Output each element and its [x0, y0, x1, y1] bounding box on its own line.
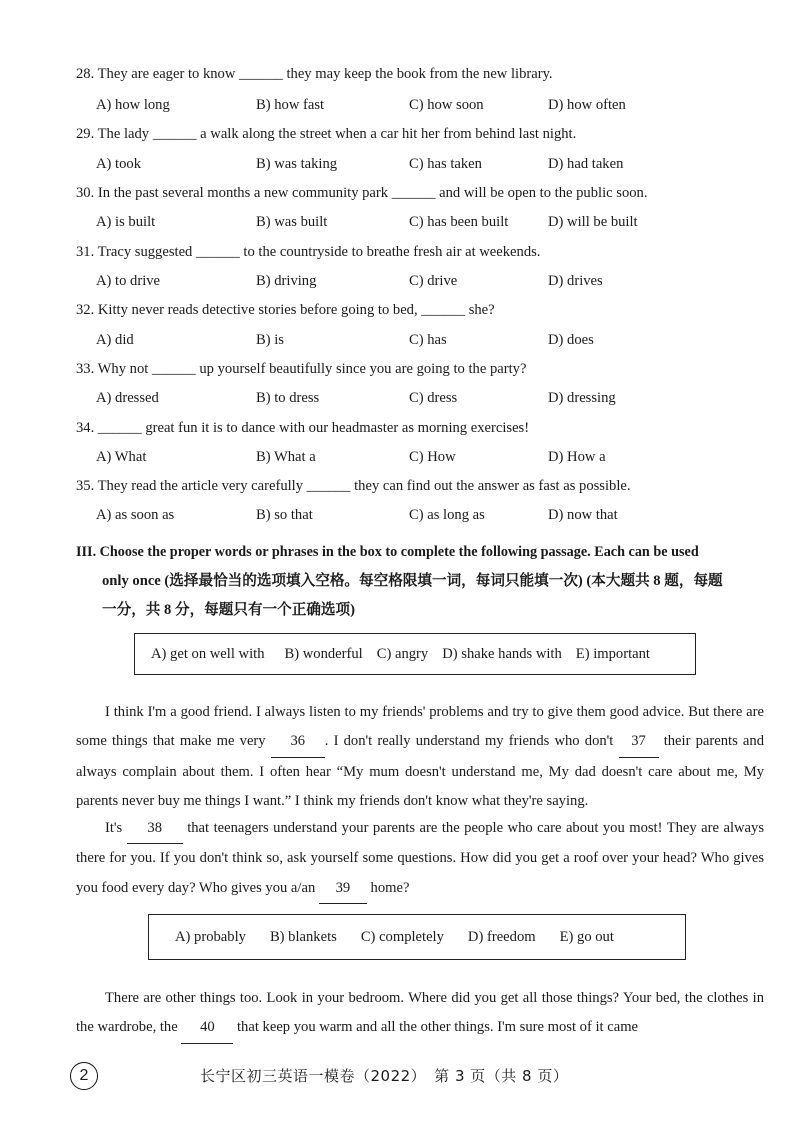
option-d: D) will be built [548, 214, 638, 230]
option-d: D) had taken [548, 156, 624, 172]
blank-40: 40 [181, 1013, 233, 1043]
option-d: D) drives [548, 273, 603, 289]
question-options [96, 449, 756, 469]
paragraph-text: . I don't really understand my friends who don't [324, 733, 619, 750]
option-b: B) so that [256, 507, 313, 523]
blank-37: 37 [619, 727, 659, 757]
option-a: A) is built [96, 214, 156, 230]
question-stem: 34. ______ great fun it is to dance with our headmaster as morning exercises! [76, 420, 530, 436]
option-d: D) now that [548, 507, 618, 523]
blank-36: 36 [271, 727, 325, 757]
option-a: A) to drive [96, 273, 161, 289]
question-options [96, 507, 756, 527]
option-c: C) has been built [409, 214, 509, 230]
question-stem: 30. In the past several months a new community park ______ and will be open to the public soon. [76, 185, 648, 201]
box2-option-c: C) completely [360, 928, 444, 945]
option-b: B) is [256, 332, 284, 348]
question-stem: 33. Why not ______ up yourself beautifully since you are going to the party? [76, 361, 527, 377]
option-a: A) how long [96, 97, 170, 113]
question-stem: 29. The lady ______ a walk along the street when a car hit her from behind last night. [76, 126, 577, 142]
paragraph-text: their parents and always complain about them. I often hear “My mum doesn't understand me, My dad doesn't care about me, My parents never buy me things I want.” I think my friends don't know what they're saying. [76, 733, 765, 809]
box2-option-d: D) freedom [467, 928, 536, 945]
option-d: D) does [548, 332, 594, 348]
blank-38: 38 [127, 814, 183, 844]
question-options [96, 390, 756, 410]
box1-option-c: C) angry [376, 645, 429, 662]
question-options [96, 332, 756, 352]
option-d: D) How a [548, 449, 606, 465]
option-d: D) how often [548, 97, 626, 113]
option-c: C) how soon [409, 97, 484, 113]
paragraph-text: It's [105, 820, 127, 836]
question-stem: 31. Tracy suggested ______ to the countryside to breathe fresh air at weekends. [76, 244, 541, 260]
paragraph-text: that teenagers understand your parents are the people who care about you most! They are always there for you. If you don't think so, ask yourself some questions. How did you get a roof over your head? Who gives you food every day? Who gives you a/an [76, 820, 764, 896]
option-a: A) as soon as [96, 507, 175, 523]
option-a: A) dressed [96, 390, 159, 406]
question-stem: 35. They read the article very carefully ______ they can find out the answer as fast as possible. [76, 478, 631, 494]
section-3-line-2: only once (选择最恰当的选项填入空格。每空格限填一词，每词只能填一次) (本大题共 8 题，每题 [102, 573, 723, 589]
option-d: D) dressing [548, 390, 616, 406]
option-b: B) was built [256, 214, 328, 230]
option-c: C) How [409, 449, 456, 465]
paragraph-text: that keep you warm and all the other things. I'm sure most of it came [233, 1019, 639, 1036]
option-a: A) took [96, 156, 141, 172]
section-3-instructions [76, 538, 776, 625]
question-stem: 32. Kitty never reads detective stories before going to bed, ______ she? [76, 302, 495, 318]
question-options [96, 97, 756, 117]
box1-option-d: D) shake hands with [442, 645, 562, 662]
box2-option-b: B) blankets [269, 928, 337, 945]
option-b: B) driving [256, 273, 317, 289]
question-options [96, 273, 756, 293]
option-c: C) dress [409, 390, 458, 406]
footer-page-info: 长宁区初三英语一模卷（2022） 第 3 页（共 8 页） [200, 1067, 569, 1085]
question-stem: 28. They are eager to know ______ they may keep the book from the new library. [76, 66, 553, 82]
page-footer [0, 1062, 800, 1090]
box2-option-e: E) go out [559, 928, 614, 945]
option-a: A) did [96, 332, 134, 348]
option-c: C) has [409, 332, 447, 348]
option-a: A) What [96, 449, 147, 465]
option-b: B) how fast [256, 97, 325, 113]
option-b: B) to dress [256, 390, 320, 406]
word-box-2 [148, 914, 686, 960]
paragraph-text: I think I'm a good friend. I always listen to my friends' problems and try to give them good advice. But there are some things that make me very [76, 704, 764, 750]
option-b: B) What a [256, 449, 316, 465]
box1-option-e: E) important [575, 645, 650, 662]
section-3-line-1: III. Choose the proper words or phrases in the box to complete the following passage. Each can be used [76, 544, 699, 560]
box2-option-a: A) probably [175, 928, 246, 945]
passage-paragraph-2 [76, 814, 764, 904]
passage-paragraph-3 [76, 984, 764, 1044]
blank-39: 39 [319, 874, 367, 904]
section-3-line-3: 一分，共 8 分，每题只有一个正确选项) [102, 602, 355, 618]
question-options [96, 156, 756, 176]
option-c: C) has taken [409, 156, 482, 172]
option-c: C) as long as [409, 507, 485, 523]
question-options [96, 214, 756, 234]
passage-paragraph-1 [76, 698, 764, 816]
box1-option-a: A) get on well with [151, 645, 265, 662]
paragraph-text: There are other things too. Look in your bedroom. Where did you get all those things? Your bed, the clothes in the wardrobe, the [76, 990, 764, 1036]
option-b: B) was taking [256, 156, 338, 172]
paragraph-text: home? [366, 879, 410, 896]
word-box-1 [134, 633, 696, 675]
option-c: C) drive [409, 273, 458, 289]
sheet-number-badge: 2 [70, 1062, 98, 1090]
box1-option-b: B) wonderful [284, 645, 363, 662]
